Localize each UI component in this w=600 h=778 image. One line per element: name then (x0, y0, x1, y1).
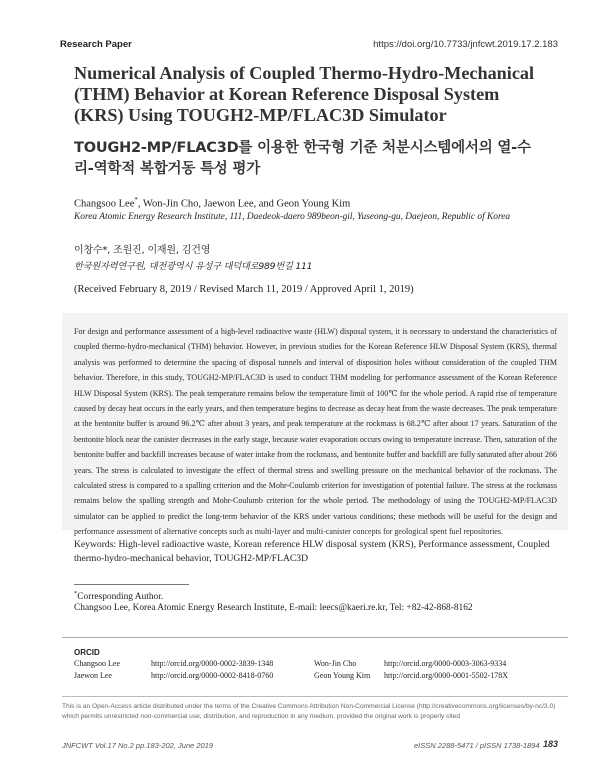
license-notice: This is an Open-Access article distributed under the terms of the Creative Commons Attribution Non-Commercial License (http://creativecommons.org/licenses/by-nc/3.0) which permits unrestricted non-commercial use, distribution, and reproduction in any medium, provided the original work is properly cited (62, 703, 556, 720)
journal-citation: JNFCWT Vol.17 No.2 pp.183-202, June 2019 (62, 741, 214, 750)
orcid-link[interactable]: http://orcid.org/0000-0001-5502-178X (384, 671, 509, 680)
submission-dates: (Received February 8, 2019 / Revised March 11, 2019 / Approved April 1, 2019) (74, 284, 414, 295)
corresponding-mark: * (74, 590, 78, 597)
author-list-korean: 이창수*, 조원진, 이재원, 김건영 (74, 245, 211, 256)
license-divider (62, 696, 568, 697)
orcid-name: Changsoo Lee (74, 659, 120, 668)
article-type-label: Research Paper (60, 39, 132, 50)
author-list-english (74, 196, 350, 210)
corresponding-author-note (74, 590, 163, 602)
orcid-name: Won-Jin Cho (314, 659, 357, 668)
orcid-link[interactable]: http://orcid.org/0000-0003-3063-9334 (384, 659, 507, 668)
affiliation-korean: 한국원자력연구원, 대전광역시 유성구 대덕대로989번길 111 (74, 261, 313, 272)
footnote-divider (74, 584, 189, 585)
orcid-heading: ORCID (74, 648, 100, 657)
issn-info: eISSN 2288-5471 / pISSN 1738-1894 (414, 741, 540, 750)
orcid-name: Jaewon Lee (74, 671, 112, 680)
author-first: Changsoo Lee (74, 198, 135, 210)
paper-title-english: Numerical Analysis of Coupled Thermo-Hydro-Mechanical (THM) Behavior at Korean Reference Disposal System (KRS) Using TOUGH2-MP/FLAC3D Simulator (74, 63, 535, 125)
paper-title-korean: TOUGH2-MP/FLAC3D를 이용한 한국형 기준 처분시스템에서의 열-수리-역학적 복합거동 특성 평가 (74, 140, 531, 177)
orcid-divider (62, 637, 568, 638)
page-number: 183 (543, 739, 559, 749)
abstract-text: For design and performance assessment of a high-level radioactive waste (HLW) disposal system, it is necessary to understand the characteristics of coupled thermo-hydro-mechanical (THM) behavior. However, in previous studies for the Korean Reference HLW Disposal System (KRS), thermal analysis was performed to determine the spacing of disposal tunnels and interval of disposition holes without consideration of the coupled THM behavior. Therefore, in this study, TOUGH2-MP/FLAC3D is used to conduct THM modeling for performance assessment of the Korean Reference HLW Disposal System (KRS). The peak temperature remains below the temperature limit of 100℃ for the whole period. A rapid rise of temperature caused by decay heat occurs in the early years, and then temperature begins to decrease as decay heat from the waste decreases. The peak temperature at the bentonite buffer is around 96.2℃ after about 3 years, and peak temperature at the rockmass is 68.2℃ after about 17 years. Saturation of the bentonite block near the canister decreases in the early stage, because water evaporation occurs owing to temperature increase. Then, saturation of the bentonite buffer and backfill increases because of water intake from the rockmass, and bentonite buffer and backfill are fully saturated after about 266 years. The stress is calculated to investigate the effect of thermal stress and swelling pressure on the mechanical behavior of the rockmass. The calculated stress is compared to a spalling criterion and the Mohr-Coulumb criterion for investigation of potential failure. The stress at the rockmass remains below the spalling strength and Mohr-Coulumb criterion for the whole period. The methodology of using the TOUGH2-MP/FLAC3D simulator can be applied to predict the long-term behavior of the KRS under various conditions; these methods will be useful for the design and performance assessment of alternative concepts such as multi-layer and multi-canister concepts for geological spent fuel repositories. (74, 327, 557, 537)
corresponding-mark: * (134, 196, 138, 204)
orcid-link[interactable]: http://orcid.org/0000-0002-8418-0760 (151, 671, 274, 680)
doi-link[interactable]: https://doi.org/10.7733/jnfcwt.2019.17.2.183 (373, 39, 558, 50)
corresponding-author-detail: Changsoo Lee, Korea Atomic Energy Research Institute, E-mail: leecs@kaeri.re.kr, Tel: +82-42-868-8162 (74, 603, 473, 613)
orcid-name: Geon Young Kim (314, 671, 371, 680)
affiliation-english: Korea Atomic Energy Research Institute, 111, Daedeok-daero 989beon-gil, Yuseong-gu, Daejeon, Republic of Korea (74, 212, 511, 222)
orcid-link[interactable]: http://orcid.org/0000-0002-3839-1348 (151, 659, 274, 668)
keywords: Keywords: High-level radioactive waste, Korean reference HLW disposal system (KRS), Performance assessment, Coupled thermo-hydro-mechanical behavior, TOUGH2-MP/FLAC3D (74, 539, 550, 564)
corresponding-label: Corresponding Author. (77, 592, 164, 603)
author-rest: , Won-Jin Cho, Jaewon Lee, and Geon Young Kim (137, 198, 351, 210)
